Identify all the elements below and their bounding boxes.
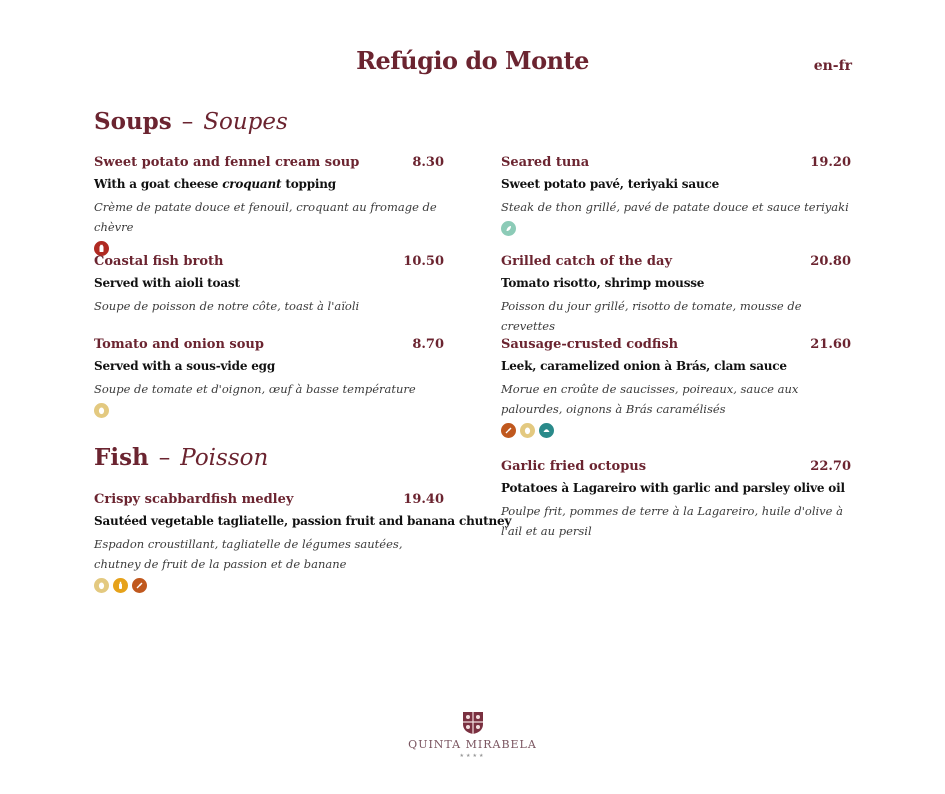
mustard-icon: [113, 578, 128, 593]
section-title-fr: Soupes: [203, 109, 288, 135]
egg-icon: [94, 578, 109, 593]
item-description: Served with a sous-vide egg: [94, 359, 276, 373]
item-description: Tomato risotto, shrimp mousse: [501, 276, 705, 290]
crest-logo-icon: [462, 711, 484, 735]
item-description: Sautéed vegetable tagliatelle, passion fruit and banana chutney: [94, 514, 512, 528]
item-name: Seared tuna: [501, 155, 590, 170]
menu-item-sweet-potato-soup: [94, 155, 444, 256]
item-description-fr: Crème de patate douce et fenouil, croquant au fromage de chèvre: [94, 200, 437, 234]
item-price: 10.50: [403, 254, 444, 269]
menu-item-scabbardfish: [94, 492, 512, 593]
item-description: Sweet potato pavé, teriyaki sauce: [501, 177, 720, 191]
item-description: Served with aioli toast: [94, 276, 240, 290]
allergen-icons: [94, 403, 444, 418]
menu-item-coastal-fish-broth: [94, 254, 444, 316]
footer: [0, 711, 945, 759]
section-title-en: Fish: [94, 444, 149, 471]
item-price: 21.60: [810, 337, 851, 352]
item-description-fr: Morue en croûte de saucisses, poireaux, sauce aux palourdes, oignons à Brás caramélisés: [501, 382, 799, 416]
section-title-en: Soups: [94, 108, 172, 135]
item-description-fr: Poulpe frit, pommes de terre à la Lagareiro, huile d'olive à l'ail et au persil: [501, 504, 844, 538]
item-name: Grilled catch of the day: [501, 254, 672, 269]
menu-item-codfish: [501, 337, 851, 438]
item-name: Garlic fried octopus: [501, 459, 647, 474]
section-title-fr: Poisson: [180, 445, 269, 471]
menu-item-octopus: [501, 459, 851, 541]
soy-icon: [501, 221, 516, 236]
menu-item-seared-tuna: [501, 155, 851, 236]
item-price: 20.80: [810, 254, 851, 269]
star-rating: ★★★★: [459, 753, 486, 759]
item-description-fr: Espadon croustillant, tagliatelle de légumes sautées, chutney de fruit de la passion et de banane: [94, 537, 403, 571]
item-name: Crispy scabbardfish medley: [94, 492, 294, 507]
menu-item-catch-of-the-day: [501, 254, 851, 336]
item-description: Potatoes à Lagareiro with garlic and parsley olive oil: [501, 481, 845, 495]
allergen-icons: [501, 423, 851, 438]
gluten-icon: [132, 578, 147, 593]
item-price: 22.70: [810, 459, 851, 474]
page-title: Refúgio do Monte: [356, 46, 589, 75]
item-description: Leek, caramelized onion à Brás, clam sauce: [501, 359, 787, 373]
egg-icon: [94, 403, 109, 418]
item-name: Sausage-crusted codfish: [501, 337, 679, 352]
menu-item-tomato-onion-soup: [94, 337, 444, 418]
gluten-icon: [501, 423, 516, 438]
shellfish-icon: [539, 423, 554, 438]
brand-name: QUINTA MIRABELA: [408, 738, 537, 751]
item-price: 8.70: [412, 337, 444, 352]
item-description-fr: Steak de thon grillé, pavé de patate douce et sauce teriyaki: [501, 200, 849, 214]
allergen-icons: [94, 578, 444, 593]
section-title-soups: [94, 108, 288, 135]
allergen-icons: [501, 221, 851, 236]
section-title-dash: –: [158, 445, 171, 471]
item-description-fr: Poisson du jour grillé, risotto de tomate, mousse de crevettes: [501, 299, 802, 333]
section-title-fish: [94, 444, 268, 471]
item-description-fr: Soupe de tomate et d'oignon, œuf à basse température: [94, 382, 416, 396]
language-toggle[interactable]: en-fr: [813, 58, 852, 74]
item-name: Coastal fish broth: [94, 254, 224, 269]
egg-icon: [520, 423, 535, 438]
item-price: 19.20: [810, 155, 851, 170]
item-price: 8.30: [412, 155, 444, 170]
section-title-dash: –: [181, 109, 194, 135]
item-name: Tomato and onion soup: [94, 337, 264, 352]
item-name: Sweet potato and fennel cream soup: [94, 155, 360, 170]
item-description-fr: Soupe de poisson de notre côte, toast à l'aïoli: [94, 299, 360, 313]
item-description: With a goat cheese croquant topping: [94, 177, 336, 191]
item-price: 19.40: [403, 492, 444, 507]
